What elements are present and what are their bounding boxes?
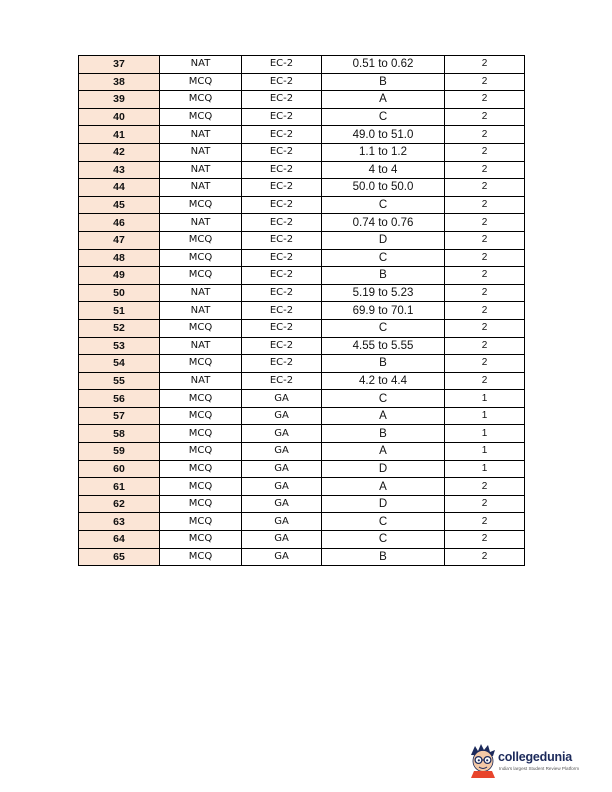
section-cell: GA (242, 443, 322, 461)
question-number-cell: 53 (79, 337, 160, 355)
table-row (79, 337, 525, 355)
answer-key-cell: D (322, 231, 445, 249)
marks-cell: 2 (445, 73, 525, 91)
answer-key-cell: A (322, 91, 445, 109)
table-row (79, 319, 525, 337)
question-type-cell: NAT (160, 143, 242, 161)
answer-key-table (78, 55, 525, 566)
section-cell: EC-2 (242, 179, 322, 197)
section-cell: EC-2 (242, 372, 322, 390)
table-row (79, 91, 525, 109)
section-cell: GA (242, 478, 322, 496)
question-type-cell: NAT (160, 214, 242, 232)
table-row (79, 372, 525, 390)
question-type-cell: MCQ (160, 478, 242, 496)
section-cell: EC-2 (242, 355, 322, 373)
section-cell: EC-2 (242, 196, 322, 214)
table-row (79, 548, 525, 566)
answer-key-cell: C (322, 108, 445, 126)
question-number-cell: 65 (79, 548, 160, 566)
question-type-cell: MCQ (160, 495, 242, 513)
marks-cell: 2 (445, 161, 525, 179)
answer-key-cell: B (322, 548, 445, 566)
marks-cell: 2 (445, 179, 525, 197)
question-number-cell: 50 (79, 284, 160, 302)
marks-cell: 2 (445, 337, 525, 355)
answer-key-cell: 4.2 to 4.4 (322, 372, 445, 390)
table-row (79, 161, 525, 179)
marks-cell: 2 (445, 355, 525, 373)
section-cell: EC-2 (242, 302, 322, 320)
answer-key-cell: 5.19 to 5.23 (322, 284, 445, 302)
student-mascot-icon (466, 742, 500, 778)
question-type-cell: MCQ (160, 319, 242, 337)
marks-cell: 1 (445, 443, 525, 461)
brand-tagline: India's largest Student Review Platform (499, 766, 580, 771)
question-type-cell: NAT (160, 126, 242, 144)
question-number-cell: 58 (79, 425, 160, 443)
question-number-cell: 61 (79, 478, 160, 496)
question-number-cell: 52 (79, 319, 160, 337)
answer-key-cell: 4.55 to 5.55 (322, 337, 445, 355)
table-row (79, 231, 525, 249)
marks-cell: 2 (445, 284, 525, 302)
answer-key-cell: C (322, 249, 445, 267)
question-number-cell: 40 (79, 108, 160, 126)
marks-cell: 1 (445, 390, 525, 408)
section-cell: EC-2 (242, 337, 322, 355)
section-cell: EC-2 (242, 108, 322, 126)
question-type-cell: MCQ (160, 460, 242, 478)
marks-cell: 2 (445, 143, 525, 161)
table-row (79, 425, 525, 443)
table-row (79, 249, 525, 267)
answer-key-cell: B (322, 267, 445, 285)
marks-cell: 2 (445, 267, 525, 285)
question-type-cell: MCQ (160, 73, 242, 91)
question-number-cell: 38 (79, 73, 160, 91)
question-type-cell: MCQ (160, 531, 242, 549)
table-row (79, 302, 525, 320)
section-cell: EC-2 (242, 143, 322, 161)
marks-cell: 2 (445, 478, 525, 496)
table-row (79, 179, 525, 197)
section-cell: EC-2 (242, 161, 322, 179)
marks-cell: 2 (445, 495, 525, 513)
question-number-cell: 64 (79, 531, 160, 549)
answer-key-cell: 0.74 to 0.76 (322, 214, 445, 232)
table-row (79, 355, 525, 373)
answer-key-cell: C (322, 513, 445, 531)
marks-cell: 2 (445, 302, 525, 320)
marks-cell: 2 (445, 214, 525, 232)
answer-key-cell: A (322, 407, 445, 425)
section-cell: GA (242, 548, 322, 566)
section-cell: GA (242, 460, 322, 478)
answer-key-cell: 4 to 4 (322, 161, 445, 179)
question-number-cell: 63 (79, 513, 160, 531)
marks-cell: 2 (445, 249, 525, 267)
section-cell: GA (242, 513, 322, 531)
answer-key-cell: C (322, 531, 445, 549)
question-type-cell: MCQ (160, 267, 242, 285)
table-row (79, 495, 525, 513)
question-number-cell: 43 (79, 161, 160, 179)
section-cell: EC-2 (242, 73, 322, 91)
question-number-cell: 60 (79, 460, 160, 478)
question-type-cell: MCQ (160, 231, 242, 249)
answer-key-cell: B (322, 425, 445, 443)
question-type-cell: MCQ (160, 390, 242, 408)
table-row (79, 108, 525, 126)
table-row (79, 126, 525, 144)
question-number-cell: 57 (79, 407, 160, 425)
question-number-cell: 54 (79, 355, 160, 373)
question-number-cell: 62 (79, 495, 160, 513)
question-type-cell: NAT (160, 372, 242, 390)
question-type-cell: MCQ (160, 249, 242, 267)
question-number-cell: 49 (79, 267, 160, 285)
section-cell: GA (242, 531, 322, 549)
marks-cell: 2 (445, 531, 525, 549)
marks-cell: 2 (445, 372, 525, 390)
question-type-cell: MCQ (160, 196, 242, 214)
question-type-cell: NAT (160, 284, 242, 302)
marks-cell: 2 (445, 548, 525, 566)
answer-key-cell: A (322, 478, 445, 496)
question-type-cell: MCQ (160, 425, 242, 443)
marks-cell: 2 (445, 126, 525, 144)
collegedunia-brand (466, 742, 596, 782)
answer-key-cell: 49.0 to 51.0 (322, 126, 445, 144)
question-type-cell: MCQ (160, 355, 242, 373)
table-row (79, 284, 525, 302)
section-cell: GA (242, 407, 322, 425)
answer-key-cell: B (322, 355, 445, 373)
answer-key-cell: C (322, 390, 445, 408)
section-cell: EC-2 (242, 56, 322, 74)
table-row (79, 513, 525, 531)
section-cell: EC-2 (242, 91, 322, 109)
marks-cell: 1 (445, 460, 525, 478)
answer-key-cell: D (322, 495, 445, 513)
brand-name: collegedunia (498, 750, 573, 764)
table-row (79, 443, 525, 461)
section-cell: EC-2 (242, 267, 322, 285)
question-number-cell: 39 (79, 91, 160, 109)
question-number-cell: 47 (79, 231, 160, 249)
question-type-cell: MCQ (160, 443, 242, 461)
marks-cell: 2 (445, 196, 525, 214)
section-cell: EC-2 (242, 214, 322, 232)
answer-key-cell: C (322, 319, 445, 337)
section-cell: EC-2 (242, 126, 322, 144)
table-row (79, 390, 525, 408)
marks-cell: 2 (445, 91, 525, 109)
table-row (79, 73, 525, 91)
marks-cell: 2 (445, 108, 525, 126)
answer-key-cell: 1.1 to 1.2 (322, 143, 445, 161)
question-number-cell: 37 (79, 56, 160, 74)
question-type-cell: MCQ (160, 91, 242, 109)
marks-cell: 2 (445, 231, 525, 249)
table-row (79, 267, 525, 285)
section-cell: GA (242, 390, 322, 408)
marks-cell: 2 (445, 513, 525, 531)
question-type-cell: MCQ (160, 108, 242, 126)
section-cell: GA (242, 495, 322, 513)
question-number-cell: 44 (79, 179, 160, 197)
answer-key-rows (79, 56, 525, 566)
answer-key-cell: 0.51 to 0.62 (322, 56, 445, 74)
marks-cell: 1 (445, 407, 525, 425)
table-row (79, 460, 525, 478)
question-type-cell: NAT (160, 56, 242, 74)
question-number-cell: 55 (79, 372, 160, 390)
section-cell: EC-2 (242, 249, 322, 267)
question-number-cell: 48 (79, 249, 160, 267)
answer-key-cell: B (322, 73, 445, 91)
section-cell: EC-2 (242, 319, 322, 337)
marks-cell: 2 (445, 319, 525, 337)
question-type-cell: NAT (160, 161, 242, 179)
question-number-cell: 45 (79, 196, 160, 214)
marks-cell: 1 (445, 425, 525, 443)
answer-key-cell: A (322, 443, 445, 461)
table-row (79, 56, 525, 74)
answer-key-cell: C (322, 196, 445, 214)
table-row (79, 196, 525, 214)
question-number-cell: 56 (79, 390, 160, 408)
table-row (79, 531, 525, 549)
question-type-cell: NAT (160, 302, 242, 320)
question-type-cell: NAT (160, 337, 242, 355)
question-type-cell: MCQ (160, 407, 242, 425)
table-row (79, 478, 525, 496)
table-row (79, 407, 525, 425)
section-cell: GA (242, 425, 322, 443)
answer-key-cell: D (322, 460, 445, 478)
question-type-cell: MCQ (160, 513, 242, 531)
table-row (79, 143, 525, 161)
answer-key-cell: 69.9 to 70.1 (322, 302, 445, 320)
question-number-cell: 46 (79, 214, 160, 232)
question-type-cell: MCQ (160, 548, 242, 566)
question-type-cell: NAT (160, 179, 242, 197)
section-cell: EC-2 (242, 231, 322, 249)
question-number-cell: 41 (79, 126, 160, 144)
question-number-cell: 42 (79, 143, 160, 161)
question-number-cell: 59 (79, 443, 160, 461)
section-cell: EC-2 (242, 284, 322, 302)
marks-cell: 2 (445, 56, 525, 74)
table-row (79, 214, 525, 232)
answer-key-cell: 50.0 to 50.0 (322, 179, 445, 197)
question-number-cell: 51 (79, 302, 160, 320)
